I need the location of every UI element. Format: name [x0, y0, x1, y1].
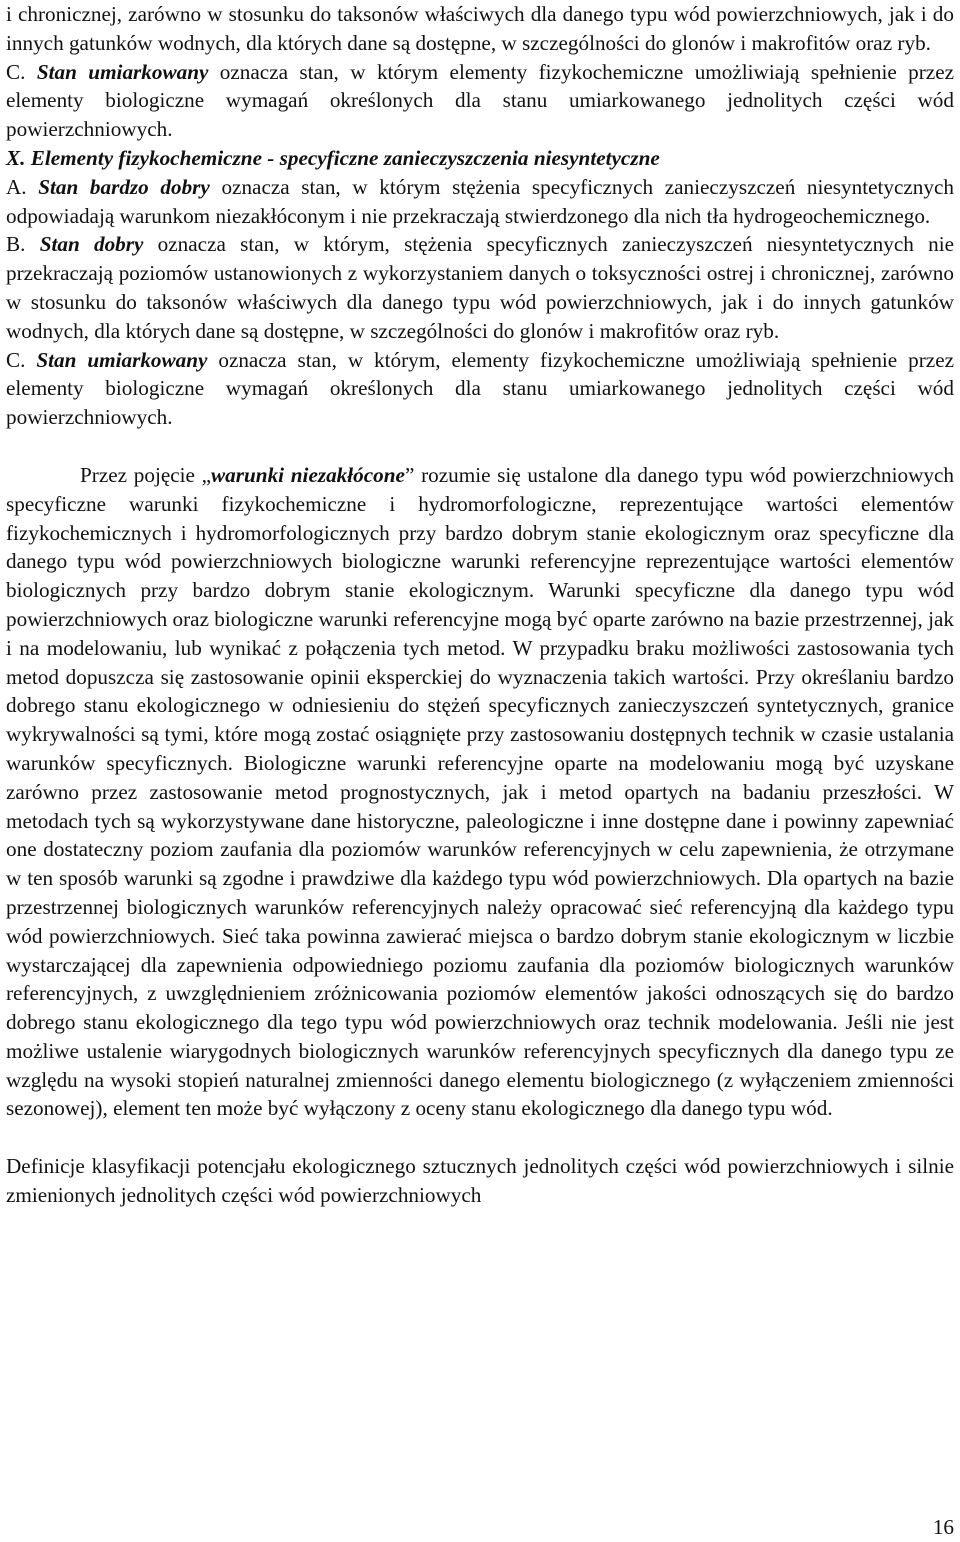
definition-text: oznacza stan, w którym stężenia specyficznych zanieczyszczeń niesyntetycznych odpowiadają warunkom niezakłóconym i nie przekraczają stwierdzonego dla nich tła hydrogeochemicznego. — [6, 174, 954, 228]
section-heading — [6, 144, 954, 173]
definition-a-very-good — [6, 173, 954, 231]
definition-c-moderate — [6, 58, 954, 144]
term-good-state: Stan dobry — [39, 232, 144, 257]
spacer — [6, 432, 954, 461]
term-moderate-state: Stan umiarkowany — [36, 59, 209, 84]
term-moderate-state: Stan umiarkowany — [36, 347, 208, 372]
paragraph-body: rozumie się ustalone dla danego typu wód powierzchniowych specyficzne warunki fizykochemiczne i hydromorfologiczne, reprezentujące wartości elementów fizykochemicznych i hydromorfologicznych przy bardzo dobrym stanie ekologicznym oraz specyficzne dla danego typu wód powierzchniowych biologiczne warunki referencyjne reprezentujące wartości elementów biologicznych przy bardzo dobrym stanie ekologicznym. Warunki specyficzne dla danego typu wód powierzchniowych oraz biologiczne warunki referencyjne mogą być oparte zarówno na bazie przestrzennej, jak i na modelowaniu, lub wynikać z połączenia tych metod. W przypadku braku możliwości zastosowania tych metod dopuszcza się zastosowanie opinii eksperckiej do wyznaczenia takich wartości. Przy określaniu bardzo dobrego stanu ekologicznego w odniesieniu do stężeń specyficznych zanieczyszczeń syntetycznych, granice wykrywalności są tymi, które mogą zostać osiągnięte przy zastosowaniu dostępnych technik w czasie ustalania warunków specyficznych. Biologiczne warunki referencyjne oparte na modelowaniu mogą być uzyskane zarówno przez zastosowanie metod prognostycznych, jak i metod opartych na badaniu przeszłości. W metodach tych są wykorzystywane dane historyczne, paleologiczne i inne dostępne dane i powinny zapewniać one dostateczny poziom zaufania dla poziomów warunków referencyjnych w celu zapewnienia, że otrzymane w ten sposób warunki są zgodne i prawdziwe dla każdego typu wód powierzchniowych. Dla opartych na bazie przestrzennej biologicznych warunków referencyjnych należy opracować sieć referencyjną dla każdego typu wód powierzchniowych. Sieć taka powinna zawierać miejsca o bardzo dobrym stanie ekologicznym w liczbie wystarczającej dla zapewnienia odpowiedniego poziomu zaufania dla poziomów biologicznych warunków referencyjnych, z uwzględnieniem zróżnicowania poziomów elementów jakości odnoszących się do bardzo dobrego stanu ekologicznego dla tego typu wód powierzchniowych oraz technik modelowania. Jeśli nie jest możliwe ustalenie wiarygodnych biologicznych warunków referencyjnych specyficznych dla danego typu ze względu na wysoki stopień naturalnej zmienności danego elementu biologicznego (z wyłączeniem zmienności sezonowej), element ten może być wyłączony z oceny stanu ekologicznego dla danego typu wód. — [6, 462, 954, 1121]
term-undisturbed-conditions: warunki niezakłócone — [211, 462, 405, 487]
definition-text: oznacza stan, w którym, stężenia specyficznych zanieczyszczeń niesyntetycznych nie przekraczają poziomów ustanowionych z wykorzystaniem danych o toksyczności ostrej i chronicznej, zarówno w stosunku do taksonów właściwych dla danego typu wód powierzchniowych, jak i do innych gatunków wodnych, dla których dane są dostępne, w szczególności do glonów i makrofitów oraz ryb. — [6, 232, 955, 343]
spacer — [6, 1123, 954, 1152]
paragraph-undisturbed-conditions — [6, 461, 954, 1123]
item-marker: C. — [6, 59, 37, 84]
item-marker: C. — [6, 347, 37, 372]
item-marker: B. — [6, 232, 40, 257]
definition-b-good — [6, 230, 954, 345]
term-very-good-state: Stan bardzo dobry — [38, 174, 210, 199]
closing-quote: ” — [404, 462, 415, 487]
definition-c-moderate-2 — [6, 346, 954, 432]
lead-text: Przez pojęcie „ — [80, 462, 212, 487]
item-marker: A. — [6, 174, 39, 199]
paragraph-continuation: i chronicznej, zarówno w stosunku do taksonów właściwych dla danego typu wód powierzchniowych, jak i do innych gatunków wodnych, dla których dane są dostępne, w szczególności do glonów i makrofitów oraz ryb. — [6, 2, 954, 55]
definition-text: oznacza stan, w którym elementy fizykochemiczne umożliwiają spełnienie przez elementy biologiczne wymagań określonych dla stanu umiarkowanego jednolitych części wód powierzchniowych. — [6, 59, 955, 142]
page-number: 16 — [932, 1515, 954, 1539]
definition-text: oznacza stan, w którym, elementy fizykochemiczne umożliwiają spełnienie przez elementy biologiczne wymagań określonych dla stanu umiarkowanego jednolitych części wód powierzchniowych. — [6, 347, 954, 430]
document-page — [6, 0, 954, 1210]
heading-text: X. Elementy fizykochemiczne - specyficzne zanieczyszczenia niesyntetyczne — [6, 145, 660, 170]
paragraph-classification-heading: Definicje klasyfikacji potencjału ekologicznego sztucznych jednolitych części wód powierzchniowych i silnie zmienionych jednolitych części wód powierzchniowych — [6, 1154, 954, 1208]
